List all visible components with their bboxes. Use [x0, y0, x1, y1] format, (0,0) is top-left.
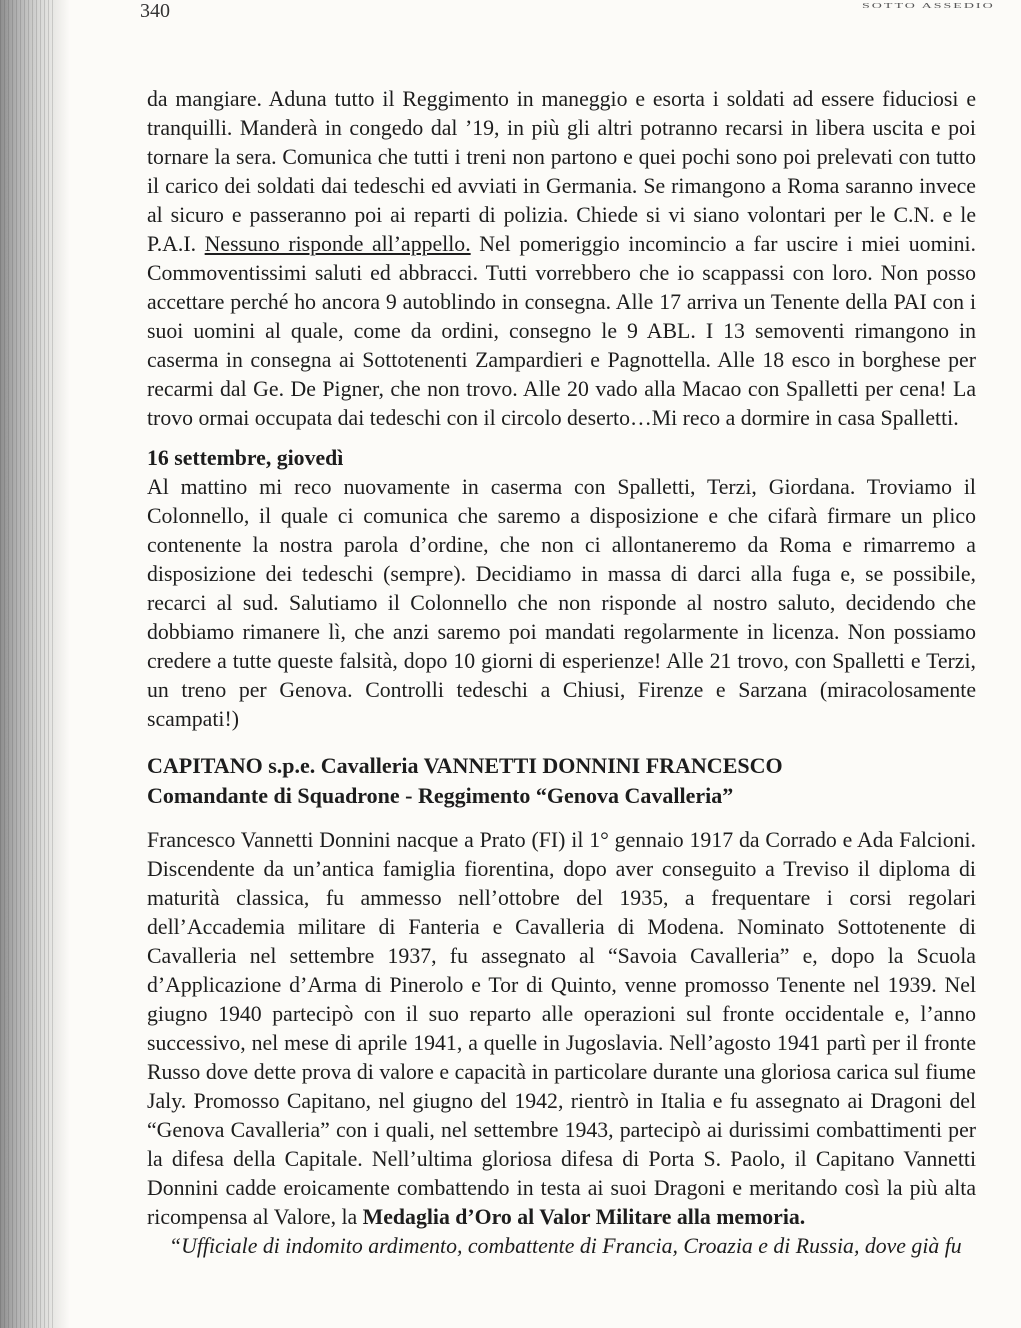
biography-heading — [147, 751, 976, 811]
biography-text: Francesco Vannetti Donnini nacque a Prato (FI) il 1° gennaio 1917 da Corrado e Ada Falcioni. Discendente da un’antica famiglia fiorentina, dopo aver conseguito a Treviso il diploma di maturità classica, fu ammesso nell’ottobre del 1935, a frequentare i corsi regolari dell’Accademia militare di Fanteria e Cavalleria di Modena. Nominato Sottotenente di Cavalleria nel settembre 1937, fu assegnato al “Savoia Cavalleria” e, dopo la Scuola d’Applicazione d’Arma di Pinerolo e Tor di Quinto, venne promosso Tenente nel 1939. Nel giugno 1940 partecipò con il suo reparto alle operazioni sul fronte occidentale e, l’anno successivo, nel mese di aprile 1941, a quelle in Jugoslavia. Nell’agosto 1941 partì per il fronte Russo dove dette prova di valore e capacità in particolare durante una gloriosa carica sul fiume Jaly. Promosso Capitano, nel giugno del 1942, rientrò in Italia e fu assegnato ai Dragoni del “Genova Cavalleria” con i quali, nel settembre 1943, partecipò ai durissimi combattimenti per la difesa della Capitale. Nell’ultima gloriosa difesa di Porta S. Paolo, il Capitano Vannetti Donnini cadde eroicamente combattendo in testa ai suoi Dragoni e meritando così la più alta ricompensa al Valore, la — [147, 828, 976, 1229]
biography-heading-line-1: CAPITANO s.p.e. Cavalleria VANNETTI DONNINI FRANCESCO — [147, 753, 783, 778]
diary-paragraph-2: Al mattino mi reco nuovamente in caserma con Spalletti, Terzi, Giordana. Troviamo il Colonnello, il quale ci comunica che saremo a disposizione e che cifarà firmare un plico contenente la nostra parola d’ordine, che non ci allontaneremo da Roma e rimarremo a disposizione dei tedeschi (sempre). Decidiamo in massa di darci alla fuga e, se possibile, recarci al sud. Salutiamo il Colonnello che non risponde al nostro saluto, decidendo che dobbiamo rimanere lì, che anzi saremo poi mandati regolarmente in licenza. Non possiamo credere a tutte queste falsità, dopo 10 giorni di esperienze! Alle 21 trovo, con Spalletti e Terzi, un treno per Genova. Controlli tedeschi a Chiusi, Firenze e Sarzana (miracolosamente scampati!) — [147, 475, 976, 731]
book-spine-texture — [0, 0, 55, 1328]
running-head: SOTTO ASSEDIO — [862, 2, 995, 11]
diary-paragraph-1 — [147, 85, 976, 433]
biography-body — [147, 826, 976, 1261]
biography-heading-line-2: Comandante di Squadrone - Reggimento “Genova Cavalleria” — [147, 783, 734, 808]
page-number: 340 — [140, 0, 170, 22]
diary-date-heading: 16 settembre, giovedì — [147, 446, 344, 470]
diary-paragraph-1-part-a: da mangiare. Aduna tutto il Reggimento in maneggio e esorta i soldati ad essere fiduciosi e tranquilli. Manderà in congedo dal ’19, in più gli altri potranno recarsi in libera uscita e poi tornare la sera. Comunica che tutti i treni non partono e quei pochi sono poi prelevati con tutto il carico dei soldati dai tedeschi ed avviati in Germania. Se rimangono a Roma saranno invece al sicuro e passeranno poi ai reparti di polizia. Chiede si vi siano volontari per le C.N. e le P.A.I. — [147, 87, 976, 256]
diary-underlined-sentence: Nessuno risponde all’appello. — [204, 232, 471, 256]
diary-paragraph-1-part-b: Nel pomeriggio incomincio a far uscire i miei uomini. Commoventissimi saluti ed abbracci. Tutti vorrebbero che io scappassi con loro. Non posso accettare perché ho ancora 9 autoblindo in consegna. Alle 17 arriva un Tenente della PAI con i suoi uomini al quale, come da ordini, consegno le 9 ABL. I 13 semoventi rimangono in caserma in consegna ai Sottotenenti Zampardieri e Pagnottella. Alle 18 esco in borghese per recarmi dal Ge. De Pigner, che non trovo. Alle 20 vado alla Macao con Spalletti per cena! La trovo ormai occupata dai tedeschi con il circolo deserto…Mi reco a dormire in casa Spalletti. — [147, 232, 976, 430]
diary-entry-16-september — [147, 444, 976, 734]
medal-award-text: Medaglia d’Oro al Valor Militare alla memoria. — [362, 1205, 806, 1229]
diary-entry-continuation — [147, 85, 976, 433]
medal-citation: “Ufficiale di indomito ardimento, combattente di Francia, Croazia e di Russia, dove già fu — [169, 1234, 962, 1258]
biography-paragraph — [147, 826, 976, 1232]
